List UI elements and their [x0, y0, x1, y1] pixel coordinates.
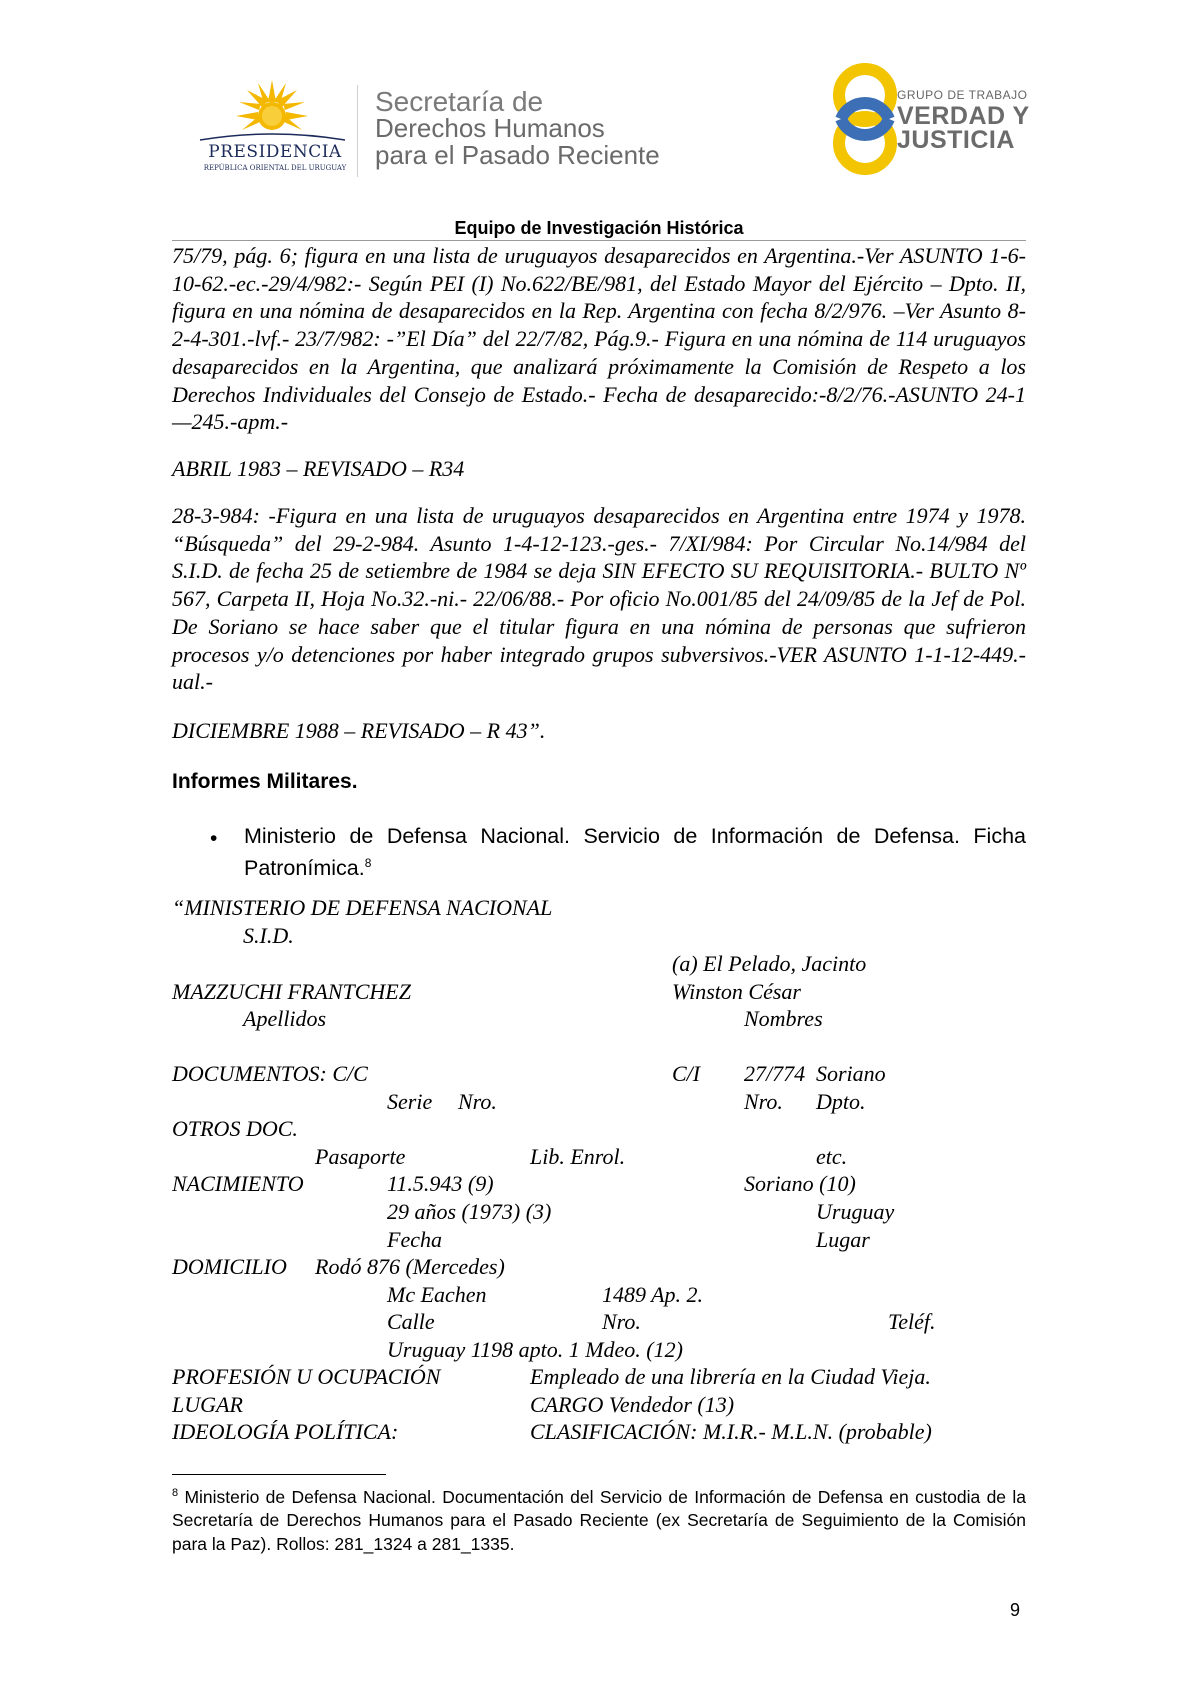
presidencia-subtitle: REPÚBLICA ORIENTAL DEL URUGUAY — [203, 164, 347, 172]
ficha-nombres-label: Nombres — [744, 1006, 823, 1031]
ficha-documentos-label: DOCUMENTOS: C/C — [172, 1061, 368, 1086]
ficha-domicilio-2: Uruguay 1198 apto. 1 Mdeo. (12) — [387, 1337, 683, 1362]
ficha-alias: (a) El Pelado, Jacinto — [672, 951, 867, 976]
ficha-serie-label: Serie — [387, 1089, 433, 1114]
footnote-ref[interactable]: 8 — [364, 856, 372, 870]
ficha-dpto-label: Dpto. — [816, 1089, 866, 1114]
grupo-label: GRUPO DE TRABAJO — [897, 88, 1028, 102]
presidencia-title: PRESIDENCIA — [208, 142, 342, 162]
secretaria-line2: Derechos Humanos — [375, 113, 605, 143]
ficha-pais: Uruguay — [816, 1199, 895, 1224]
header-rule — [172, 240, 1026, 241]
ficha-nombres-value: Winston César — [672, 979, 801, 1004]
ficha-nacimiento-fecha: 11.5.943 (9) — [387, 1171, 494, 1196]
ficha-pasaporte: Pasaporte — [315, 1144, 406, 1169]
ficha-clasificacion-value: CLASIFICACIÓN: M.I.R.- M.L.N. (probable) — [530, 1419, 932, 1444]
secretaria-line1: Secretaría de — [375, 86, 544, 117]
ficha-nro-value: 1489 Ap. 2. — [602, 1282, 704, 1307]
ficha-fecha-label: Fecha — [387, 1227, 442, 1252]
ficha-calle-label: Calle — [387, 1309, 435, 1334]
page-number: 9 — [1010, 1600, 1021, 1620]
secretaria-line3: para el Pasado Reciente — [375, 140, 660, 170]
bullet-item — [244, 823, 1026, 882]
equipo-title: Equipo de Investigación Histórica — [454, 218, 744, 238]
ficha-lib-enrol: Lib. Enrol. — [530, 1144, 626, 1169]
paragraph-4: DICIEMBRE 1988 – REVISADO – R 43”. — [172, 718, 546, 743]
ficha-telef-label: Teléf. — [888, 1309, 936, 1334]
ficha-nro-label: Nro. — [458, 1089, 497, 1114]
ficha-nro-label-2: Nro. — [744, 1089, 783, 1114]
footnote-separator — [172, 1474, 386, 1475]
paragraph-3: 28-3-984: -Figura en una lista de uruguayos desaparecidos en Argentina entre 1974 y 1978. “Búsqueda” del 29-2-984. Asunto 1-4-12-123.-ges.- 7/XI/984: Por Circular No.14/984 del S.I.D. de fecha 25 de setiembre de 1984 se deja SIN EFECTO SU REQUISITORIA.- BULTO Nº 567, Carpeta II, Hoja No.32.-ni.- 22/06/88.- Por oficio No.001/85 del 24/09/85 de la Jef de Pol. De Soriano se hace saber que el titular figura en una nómina de personas que sufrieron procesos y/o detenciones por haber integrado grupos subversivos.-VER ASUNTO 1-1-12-449.-ual.- — [172, 503, 1026, 695]
footnote — [172, 1482, 1026, 1556]
ficha-ministerio: “MINISTERIO DE DEFENSA NACIONAL — [172, 895, 553, 920]
ficha-domicilio-label: DOMICILIO — [172, 1254, 287, 1279]
sun-logo-icon — [195, 78, 350, 178]
bullet-text: Ministerio de Defensa Nacional. Servicio de Información de Defensa. Ficha Patronímica. — [244, 824, 1026, 881]
ficha-etc: etc. — [816, 1144, 848, 1169]
secretaria-logotype — [375, 88, 660, 169]
footnote-text: Ministerio de Defensa Nacional. Documentación del Servicio de Información de Defensa en custodia de la Secretaría de Derechos Humanos para el Pasado Reciente (ex Secretaría de Seguimiento de la Comisión para la Paz). Rollos: 281_1324 a 281_1335. — [172, 1486, 1026, 1554]
ficha-ci-label: C/I — [672, 1061, 701, 1086]
paragraph-2: ABRIL 1983 – REVISADO – R34 — [172, 456, 465, 481]
footnote-number: 8 — [172, 1487, 179, 1499]
ficha-ci-dpto: Soriano — [816, 1061, 886, 1086]
ficha-profesion-label: PROFESIÓN U OCUPACIÓN — [172, 1364, 441, 1389]
ficha-ideologia-label: IDEOLOGÍA POLÍTICA: — [172, 1419, 399, 1444]
section-heading: Informes Militares. — [172, 770, 358, 793]
bullet-icon: • — [210, 827, 218, 850]
ficha-apellidos-value: MAZZUCHI FRANTCHEZ — [172, 979, 411, 1004]
ficha-lugar-label-2: LUGAR — [172, 1392, 243, 1417]
header-divider — [357, 85, 358, 177]
ficha-apellidos-label: Apellidos — [243, 1006, 327, 1031]
ficha-nro-label-3: Nro. — [602, 1309, 641, 1334]
ficha-lugar-label: Lugar — [816, 1227, 870, 1252]
ficha-calle-value: Mc Eachen — [387, 1282, 487, 1307]
ficha-ci-value: 27/774 — [744, 1061, 806, 1086]
ficha-sid: S.I.D. — [243, 923, 294, 948]
ficha-nacimiento-lugar: Soriano (10) — [744, 1171, 856, 1196]
ficha-profesion-value: Empleado de una librería en la Ciudad Vieja. — [530, 1364, 931, 1389]
grupo-line2: JUSTICIA — [897, 126, 1015, 154]
grupo-line1: VERDAD Y — [897, 102, 1030, 130]
ficha-nacimiento-label: NACIMIENTO — [172, 1171, 304, 1196]
ficha-otros-doc: OTROS DOC. — [172, 1116, 298, 1141]
ficha-edad: 29 años (1973) (3) — [387, 1199, 552, 1224]
ficha-domicilio-value: Rodó 876 (Mercedes) — [315, 1254, 505, 1279]
paragraph-1: 75/79, pág. 6; figura en una lista de uruguayos desaparecidos en Argentina.-Ver ASUNTO 1-6-10-62.-ec.-29/4/982:- Según PEI (I) No.622/BE/981, del Estado Mayor del Ejército – Dpto. II, figura en una nómina de desaparecidos en la Rep. Argentina con fecha 8/2/976. –Ver Asunto 8-2-4-301.-lvf.- 23/7/982: -”El Día” del 22/7/82, Pág.9.- Figura en una nómina de 114 uruguayos desaparecidos en la Argentina, que analizará próximamente la Comisión de Respeto a los Derechos Individuales del Consejo de Estado.- Fecha de desaparecido:-8/2/76.-ASUNTO 24-1—245.-apm.- — [172, 243, 1026, 435]
page-header — [0, 0, 1190, 238]
ficha-cargo-value: CARGO Vendedor (13) — [530, 1392, 735, 1417]
